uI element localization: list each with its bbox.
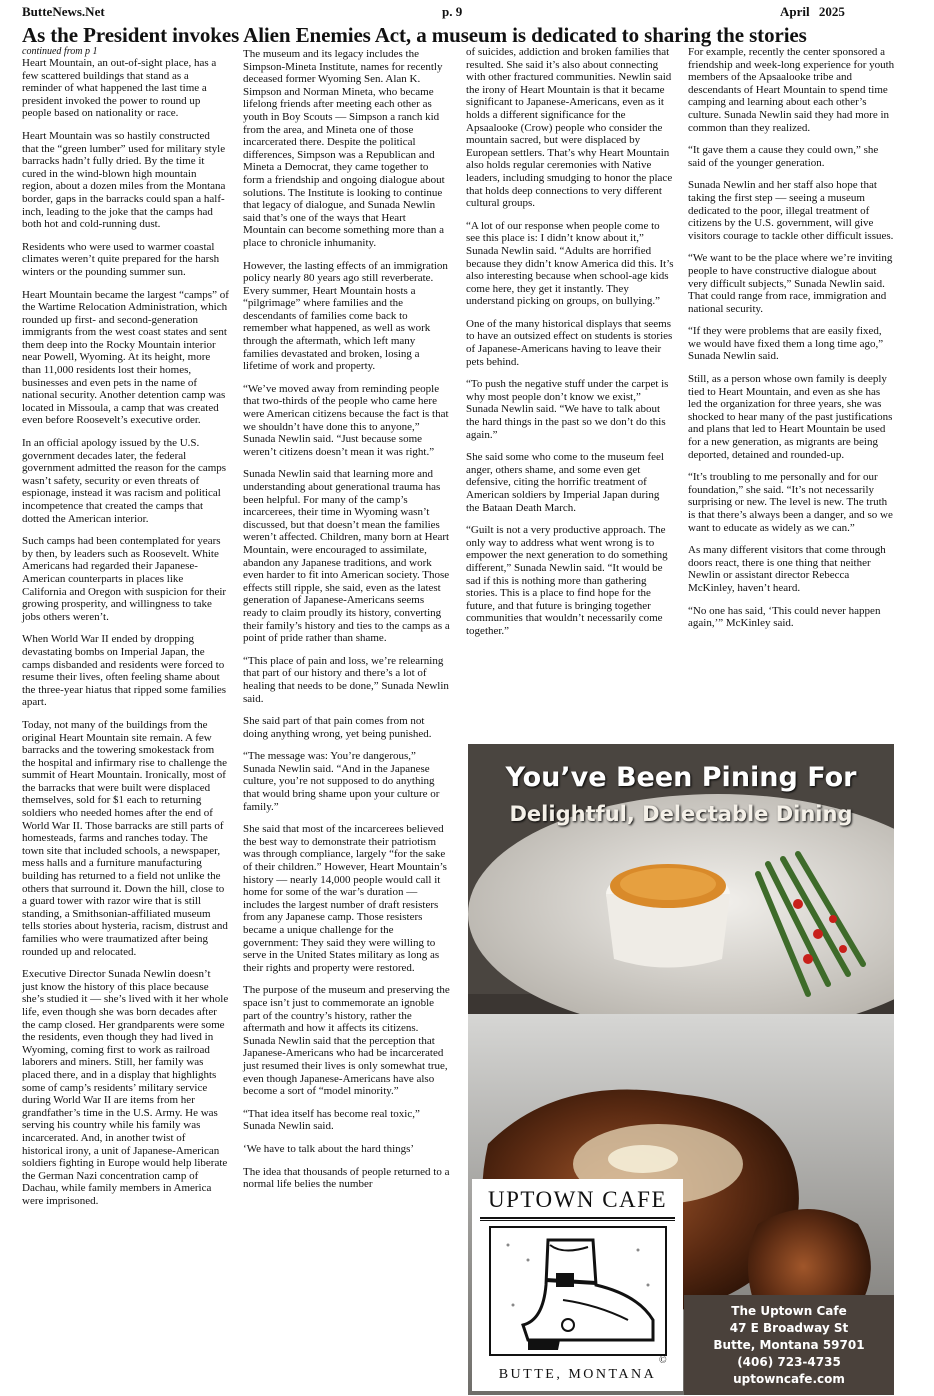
article-column-4 [688,46,896,640]
article-headline: As the President invokes Alien Enemies Act, a museum is dedicated to sharing the stories [22,23,807,47]
article-paragraph: ‘We have to talk about the hard things’ [243,1142,415,1155]
article-paragraph: However, the lasting effects of an immigration policy nearly 80 years ago still reverberate. Every summer, Heart Mountain hosts a “pilgrimage” where families and the descendants of families come back to remember what happened, as well as work through the aftermath, which left many families devastated and broken, losing a lifetime of work and property. [243,259,448,373]
article-paragraph: “Guilt is not a very productive approach. The only way to address what went wrong is to empower the next generation to do something different,” Sunada Newlin said. “It would be sad if this is nothing more than gathering stories. This is a place to find hope for the future, and that future is bringing together communities that wouldn’t necessarily come together.” [466,524,668,637]
article-paragraph: Such camps had been contemplated for years by then, by leaders such as Roosevelt. White Americans had regarded their Japanese-American counterparts in places like California and Oregon with suspicion for their growing prosperity, and willingness to take jobs others weren’t. [22,535,227,623]
article-paragraph: Heart Mountain, an out-of-sight place, has a few scattered buildings that stand as a reminder of what happened the last time a president invoked the power to round up people based on nationality or race. [22,57,217,120]
logo-title: UPTOWN CAFE [487,1187,667,1212]
article-paragraph: “We want to be the place where we’re inviting people to have constructive dialogue about very difficult subjects,” Sunada Newlin said. That could range from race, immigration and national security. [688,252,893,315]
article-paragraph: “No one has said, ‘This could never happen again,’” McKinley said. [688,604,881,630]
article-paragraph: The idea that thousands of people returned to a normal life belies the number [243,1165,450,1191]
article-paragraph: Heart Mountain was so hastily constructed that the “green lumber” used for military style barracks hadn’t fully dried. By the time it cured in the wind-blown high mountain region, about a dozen miles from the Montana border, gaps in the barracks could span a half-inch, leading to the joke that the camps had both hot and cold-running dust. [22,129,226,231]
column-1-body [22,57,229,1207]
article-paragraph: “To push the negative stuff under the carpet is why most people don’t know we exist,” Sunada Newlin said. “We have to talk about the hard things in the past so we don’t do this again.” [466,378,669,441]
article-paragraph: Sunada Newlin said that learning more and understanding about generational trauma has been helpful. For many of the camp’s incarcerees, their time in Wyoming wasn’t discussed, but that doesn’t mean the families weren’t affected. Children, many born at Heart Mountain, were encouraged to assimilate, abandon any Japanese traditions, and work even harder to fit into American society. Those effects still ripple, she said, even as the latest generation of Japanese-Americans seems ready to claim proudly its history, converting their family’s history and ties to the camps as a point of pride rather than shame. [243,468,450,645]
logo-copyright: © [659,1355,667,1366]
article-paragraph: She said that most of the incarcerees believed the best way to demonstrate their patriotism was through compliance, largely “for the sake of their children.” However, Heart Mountain’s history — nearly 14,000 people would call it home for some of the war’s duration — includes the largest number of draft resisters from any Japanese camp. Those resisters became a unique challenge for the government: They said they were willing to serve in the United States military as long as their rights and property were restored. [243,823,447,974]
article-paragraph: Heart Mountain became the largest “camps” of the Wartime Relocation Administration, which rounded up first- and second-generation immigrants from the west coast states and sent them deep into the Rocky Mountain interior near Powell, Wyoming. At its height, more than 11,000 residents lost their homes, businesses and even pets in the name of national security. Another detention camp was located in Missoula, a camp that was created even before Roosevelt’s executive order. [22,288,229,427]
uptown-cafe-advertisement[interactable] [468,744,894,1395]
logo-rule [480,1217,675,1219]
article-paragraph: “If they were problems that are easily fixed, we would have fixed them a long time ago,” Sunada Newlin said. [688,325,884,363]
article-paragraph: “The message was: You’re dangerous,” Sunada Newlin said. “And in the Japanese culture, you’re not supposed to do anything that would bring shame upon your culture or family.” [243,750,440,813]
article-paragraph: As many different visitors that come through doors react, there is one thing that neither Newlin or assistant director Rebecca McKinley, haven’t heard. [688,544,886,594]
ad-subheadline: Delightful, Delectable Dining [509,802,853,826]
article-paragraph: In an official apology issued by the U.S. government decades later, the federal government admitted the reason for the camps wasn’t safety, security or even threats of espionage, instead it was racism and political incompetence that created the camps that dotted the American interior. [22,437,227,525]
article-paragraph: She said some who come to the museum feel anger, others shame, and some even get defensive, citing the horrific treatment of American soldiers by Imperial Japan during the Bataan Death March. [466,451,664,514]
site-name: ButteNews.Net [22,4,105,19]
article-column-1 [22,46,229,1217]
logo-location: BUTTE, MONTANA [498,1367,657,1382]
article-paragraph: When World War II ended by dropping devastating bombs on Imperial Japan, the camps disbanded and residents were forced to resume their lives, often feeling shame about the three-year hiatus that ripped some families apart. [22,633,227,709]
article-paragraph: The purpose of the museum and preserving the space isn’t just to commemorate an ignoble part of the country’s history, rather the aftermath and how it affects its citizens. Sunada Newlin said that the perception that Japanese-Americans who had be incarcerated just resumed their lives is only somewhat true, even though Japanese-Americans have also become a sort of “model minority.” [243,984,450,1098]
article-paragraph: Residents who were used to warmer coastal climates weren’t quite prepared for the harsh winters or the pounding summer sun. [22,240,220,278]
article-paragraph: Executive Director Sunada Newlin doesn’t just know the history of this place because she’s studied it — she’s lived with it her whole life, even though she was born decades after the camp closed. Her grandparents were some the residents, even though they had lived in Wyoming, coming first to work as railroad laborers and miners. Still, her family was placed there, and in a display that highlights some of camp’s residents’ military service during World War II are items from her grandfather’s time in the U.S. Army. He was serving his country while his family was incarcerated. And, in another twist of historical irony, a unit of Japanese-American soldiers fighting in Europe would help liberate the German Nazi concentration camp of Dachau, while family members in America were imprisoned. [22,968,229,1207]
article-column-2 [243,48,451,1201]
article-paragraph: “That idea itself has become real toxic,” Sunada Newlin said. [243,1107,420,1133]
article-paragraph: For example, recently the center sponsored a friendship and week-long experience for youth members of the Apsaalooke tribe and descendants of Heart Mountain to spend time camping and learning about each other’s culture. Sunada Newlin said they had more in common than they realized. [688,46,895,134]
article-paragraph: “It gave them a cause they could own,” she said of the younger generation. [688,144,879,169]
cafe-street: 47 E Broadway St [729,1321,849,1335]
cafe-name: The Uptown Cafe [731,1304,847,1318]
cafe-phone: (406) 723-4735 [737,1355,841,1369]
logo-rule [480,1220,675,1221]
article-paragraph: “A lot of our response when people come to see this place is: I didn’t know about it,” Sunada Newlin said. “Adults are horrified because they didn’t know America did this. It’s also interesting because when school-age kids come here, they get it instantly. They understand picking on groups, on bullying.” [466,219,674,308]
continued-note: continued from p 1 [22,46,98,57]
cafe-contact-info [684,1295,894,1395]
article-paragraph: The museum and its legacy includes the Simpson-Mineta Institute, names for recently deceased former Wyoming Sen. Alan K. Simpson and Norman Mineta, who became lifelong friends after meeting each other as youth in Boy Scouts — Simpson a ranch kid from the area, and Mineta one of those incarcerated there. Despite the political differences, Simpson was a Republican and Mineta a Democrat, they came together to form a friendship and ongoing dialogue about solutions. The Institute is looking to continue that legacy of dialogue, and Sunada Newlin said that’s one of the ways that Heart Mountain can become something more than a place to chronicle inhumanity. [243,48,445,249]
ad-headline: You’ve Been Pining For [505,762,857,793]
uptown-cafe-logo [472,1179,683,1391]
article-column-3 [466,46,674,648]
cowboy-boot-icon [488,1225,668,1357]
article-paragraph: “We’ve moved away from reminding people that two-thirds of the people who came here were American citizens because the fact is that we shouldn’t have done this to anyone,” Sunada Newlin said. “Just because some weren’t citizens doesn’t mean it was right.” [243,382,449,458]
issue-date: April 2025 [780,4,845,19]
cafe-city: Butte, Montana 59701 [713,1338,865,1352]
article-paragraph: “It’s troubling to me personally and for our foundation,” she said. “It’s not necessarily surprising or new. The level is new. The truth is that there’s always been a danger, and so we want to educate as widely as we can.” [688,471,893,534]
article-paragraph: She said part of that pain comes from not doing anything wrong, yet being punished. [243,715,432,740]
masthead [22,4,912,22]
cafe-website[interactable]: uptowncafe.com [733,1372,845,1386]
article-paragraph: “This place of pain and loss, we’re relearning that part of our history and there’s a lot of healing that needs to be done,” Sunada Newlin said. [243,654,449,705]
article-paragraph: Sunada Newlin and her staff also hope that taking the first step — seeing a museum dedicated to the poor, illegal treatment of citizens by the U.S. government, will give visitors courage to tackle other difficult issues. [688,179,894,242]
article-paragraph: of suicides, addiction and broken families that resulted. She said it’s also about connecting with other fractured communities. Newlin said the irony of Heart Mountain is that it became significant to Japanese-Americans, even as it holds a different significance for the Apsaalooke (Crow) people who consider the mountain sacred, but were displaced by European settlers. That’s why Heart Mountain also holds regular ceremonies with Native leaders, including smudging to honor the place that holds deep connections to very different cultural groups. [466,46,673,210]
page-number: p. 9 [442,4,463,19]
article-paragraph: Still, as a person whose own family is deeply tied to Heart Mountain, and even as she has led the organization for three years, she was shocked to hear many of the past justifications and plans that led to Heart Mountain be used for a new generation, as migrants are being deported, detained and rounded-up. [688,373,893,461]
article-paragraph: One of the many historical displays that seems to have an outsized effect on students is stories of Japanese-Americans having to leave their pets behind. [466,317,673,368]
article-paragraph: Today, not many of the buildings from the original Heart Mountain site remain. A few barracks and the towering smokestack from the hospital and infirmary rise to challenge the summit of Heart Mountain. Ironically, most of the barracks that were built were displaced themselves, sold for $1 each to returning soldiers who needed homes after the end of World War II. Those barracks are still parts of homesteads, farms and ranches today. The town site that included schools, a newspaper, mess halls and a furniture manufacturing building has returned to a field not unlike the others that surround it. Down the hill, close to a guard tower with razor wire that is still standing, a Smithsonian-affiliated museum tells stories about hysteria, racism, distrust and families who were traumatized after being rounded up and relocated. [22,718,228,958]
